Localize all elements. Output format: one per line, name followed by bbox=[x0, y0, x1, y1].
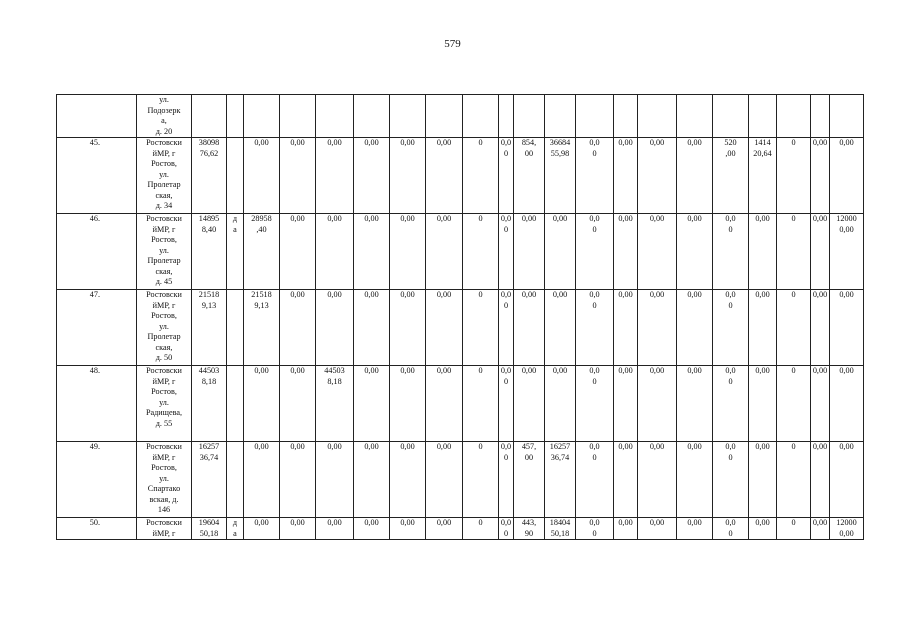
table-cell: 0,00 bbox=[280, 518, 316, 540]
table-cell: 0,00 bbox=[677, 214, 713, 290]
table-cell: 0,00 bbox=[614, 214, 638, 290]
table-cell: 854, 00 bbox=[514, 138, 545, 214]
table-cell: 0,0 0 bbox=[576, 518, 614, 540]
table-cell: 0,00 bbox=[811, 366, 830, 442]
table-cell bbox=[227, 366, 244, 442]
table-cell: 0,0 0 bbox=[713, 366, 749, 442]
table-cell: 0,00 bbox=[426, 290, 463, 366]
table-cell: 0 bbox=[463, 366, 499, 442]
table-cell: 0,0 0 bbox=[713, 442, 749, 518]
table-cell: 0,00 bbox=[811, 442, 830, 518]
table-cell: 0,00 bbox=[830, 290, 864, 366]
table-cell: 0,00 bbox=[830, 366, 864, 442]
row-number-cell: 47. bbox=[57, 290, 137, 366]
table-cell: 0 bbox=[463, 518, 499, 540]
table-row bbox=[57, 442, 864, 518]
address-cell: ул. Подозерк а, д. 20 bbox=[137, 95, 192, 138]
table-cell: 0,00 bbox=[354, 138, 390, 214]
table-cell: 38098 76,62 bbox=[192, 138, 227, 214]
table-cell bbox=[463, 95, 499, 138]
table-cell: 0,00 bbox=[545, 214, 576, 290]
table-cell bbox=[354, 95, 390, 138]
table-cell: 0,00 bbox=[677, 138, 713, 214]
table-cell: 0,00 bbox=[749, 442, 777, 518]
table-cell: 0 bbox=[777, 214, 811, 290]
table-cell bbox=[499, 95, 514, 138]
table-cell: 21518 9,13 bbox=[192, 290, 227, 366]
table-cell bbox=[192, 95, 227, 138]
table-cell: 0,00 bbox=[280, 442, 316, 518]
row-number-cell: 49. bbox=[57, 442, 137, 518]
table-cell: 0,00 bbox=[316, 290, 354, 366]
table-cell: 0,00 bbox=[614, 442, 638, 518]
table-cell: 520 ,00 bbox=[713, 138, 749, 214]
table-cell bbox=[227, 442, 244, 518]
table-cell: 0,00 bbox=[280, 290, 316, 366]
table-cell: 0 bbox=[463, 442, 499, 518]
table-cell: 0,00 bbox=[749, 366, 777, 442]
table-cell: 457, 00 bbox=[514, 442, 545, 518]
table-cell: 0,0 0 bbox=[713, 214, 749, 290]
table-cell: 0,00 bbox=[426, 214, 463, 290]
table-cell: д а bbox=[227, 214, 244, 290]
table-cell: 0,00 bbox=[749, 518, 777, 540]
table-cell: 0,0 0 bbox=[576, 214, 614, 290]
table-cell: 443, 90 bbox=[514, 518, 545, 540]
table-cell: 21518 9,13 bbox=[244, 290, 280, 366]
data-table bbox=[56, 94, 864, 540]
table-cell: 0,00 bbox=[354, 214, 390, 290]
table-cell: 0,0 0 bbox=[576, 290, 614, 366]
table-cell: 0,00 bbox=[811, 290, 830, 366]
table-row bbox=[57, 366, 864, 442]
row-number-cell: 48. bbox=[57, 366, 137, 442]
address-cell: Ростовски йМР, г Ростов, ул. Радищева, д. 55 bbox=[137, 366, 192, 442]
table-cell: 0,00 bbox=[614, 366, 638, 442]
table-cell: 0,00 bbox=[499, 290, 514, 366]
table-cell bbox=[638, 95, 677, 138]
table-cell: 0,0 0 bbox=[713, 290, 749, 366]
table-cell: 0,00 bbox=[390, 290, 426, 366]
table-cell: 0,00 bbox=[354, 442, 390, 518]
address-cell: Ростовски йМР, г Ростов, ул. Пролетар ская, д. 50 bbox=[137, 290, 192, 366]
table-cell: 0,00 bbox=[390, 214, 426, 290]
table-cell: 1414 20,64 bbox=[749, 138, 777, 214]
table-cell: 0 bbox=[777, 290, 811, 366]
table-cell: 0,00 bbox=[316, 518, 354, 540]
table-cell: 0,00 bbox=[614, 290, 638, 366]
table-cell: 36684 55,98 bbox=[545, 138, 576, 214]
table-cell: 0,00 bbox=[316, 214, 354, 290]
table-cell: 0,00 bbox=[354, 366, 390, 442]
table-cell: 0,00 bbox=[354, 290, 390, 366]
table-cell bbox=[514, 95, 545, 138]
table-cell: 0,00 bbox=[426, 518, 463, 540]
table-cell bbox=[830, 95, 864, 138]
table-cell: 0,00 bbox=[244, 518, 280, 540]
table-cell: 0,00 bbox=[545, 290, 576, 366]
table-cell: 0,00 bbox=[514, 214, 545, 290]
table-cell: 12000 0,00 bbox=[830, 214, 864, 290]
address-cell: Ростовски йМР, г bbox=[137, 518, 192, 540]
table-cell: 19604 50,18 bbox=[192, 518, 227, 540]
table-cell: 0,00 bbox=[244, 366, 280, 442]
table-cell: 0,00 bbox=[830, 138, 864, 214]
table-cell: 0 bbox=[777, 366, 811, 442]
table-cell: 0,00 bbox=[280, 214, 316, 290]
table-cell: 0,0 0 bbox=[576, 366, 614, 442]
table-cell: 0,00 bbox=[244, 138, 280, 214]
table-cell: 0,00 bbox=[811, 214, 830, 290]
table-cell bbox=[677, 95, 713, 138]
table-cell: 0,00 bbox=[514, 366, 545, 442]
table-cell bbox=[576, 95, 614, 138]
table-cell: 0,00 bbox=[514, 290, 545, 366]
table-cell: 0 bbox=[777, 138, 811, 214]
table-cell: 0,00 bbox=[677, 366, 713, 442]
table-cell bbox=[244, 95, 280, 138]
table-cell: 16257 36,74 bbox=[192, 442, 227, 518]
row-number-cell bbox=[57, 95, 137, 138]
table-cell: 0,00 bbox=[749, 214, 777, 290]
table-cell: 0,00 bbox=[280, 138, 316, 214]
table-cell: 0,00 bbox=[499, 138, 514, 214]
table-cell bbox=[280, 95, 316, 138]
table-cell: 12000 0,00 bbox=[830, 518, 864, 540]
table-cell: 0,00 bbox=[426, 442, 463, 518]
table-cell: 0,00 bbox=[390, 518, 426, 540]
table-cell: 0,00 bbox=[614, 518, 638, 540]
table-cell: 0,00 bbox=[316, 442, 354, 518]
row-number-cell: 46. bbox=[57, 214, 137, 290]
table-cell: 0,00 bbox=[390, 366, 426, 442]
table-cell bbox=[811, 95, 830, 138]
table-cell: 0,00 bbox=[749, 290, 777, 366]
table-row bbox=[57, 95, 864, 138]
table-cell: 0,00 bbox=[811, 518, 830, 540]
table-row bbox=[57, 290, 864, 366]
table-cell: 0,0 0 bbox=[576, 442, 614, 518]
address-cell: Ростовски йМР, г Ростов, ул. Спартако вская, д. 146 bbox=[137, 442, 192, 518]
table-cell: 0,00 bbox=[677, 518, 713, 540]
table-cell bbox=[614, 95, 638, 138]
table-cell: 44503 8,18 bbox=[316, 366, 354, 442]
address-cell: Ростовски йМР, г Ростов, ул. Пролетар ская, д. 45 bbox=[137, 214, 192, 290]
table-cell bbox=[426, 95, 463, 138]
table-cell: 0,00 bbox=[426, 366, 463, 442]
table-row bbox=[57, 518, 864, 540]
table-cell: 0,0 0 bbox=[713, 518, 749, 540]
table-cell bbox=[713, 95, 749, 138]
table-cell bbox=[227, 290, 244, 366]
table-cell: 0 bbox=[777, 442, 811, 518]
table-cell: 0 bbox=[463, 290, 499, 366]
table-cell bbox=[227, 95, 244, 138]
table-cell: 0,00 bbox=[316, 138, 354, 214]
table-cell: 28958 ,40 bbox=[244, 214, 280, 290]
table-cell: 0,00 bbox=[499, 518, 514, 540]
table-cell: 0,00 bbox=[244, 442, 280, 518]
table-cell: 14895 8,40 bbox=[192, 214, 227, 290]
table-cell: 0,00 bbox=[638, 138, 677, 214]
page-number: 579 bbox=[444, 38, 461, 50]
table-cell: 0,00 bbox=[830, 442, 864, 518]
table-cell: 0,00 bbox=[499, 214, 514, 290]
table-cell: 44503 8,18 bbox=[192, 366, 227, 442]
table-cell: 0,00 bbox=[638, 214, 677, 290]
table-cell: 0,00 bbox=[638, 442, 677, 518]
table-cell: 0,00 bbox=[614, 138, 638, 214]
table-cell: 0,00 bbox=[545, 366, 576, 442]
table-cell: 0,00 bbox=[499, 366, 514, 442]
table-cell: 0 bbox=[463, 214, 499, 290]
table-cell: 0,00 bbox=[677, 290, 713, 366]
table-cell: 0 bbox=[777, 518, 811, 540]
table-cell: 0,00 bbox=[811, 138, 830, 214]
table-cell: 0,00 bbox=[354, 518, 390, 540]
table-cell: 0,00 bbox=[677, 442, 713, 518]
row-number-cell: 50. bbox=[57, 518, 137, 540]
table-cell: 0,00 bbox=[426, 138, 463, 214]
table-cell: 16257 36,74 bbox=[545, 442, 576, 518]
table-cell: 0,00 bbox=[499, 442, 514, 518]
table-cell: 0,0 0 bbox=[576, 138, 614, 214]
table-cell bbox=[545, 95, 576, 138]
table-cell bbox=[316, 95, 354, 138]
address-cell: Ростовски йМР, г Ростов, ул. Пролетар ская, д. 34 bbox=[137, 138, 192, 214]
table-cell bbox=[227, 138, 244, 214]
table-cell: 0,00 bbox=[638, 518, 677, 540]
table-cell: 0 bbox=[463, 138, 499, 214]
table-cell: 0,00 bbox=[390, 442, 426, 518]
table-cell: д а bbox=[227, 518, 244, 540]
table-cell: 0,00 bbox=[390, 138, 426, 214]
table-cell: 0,00 bbox=[638, 290, 677, 366]
table-cell bbox=[777, 95, 811, 138]
table-row bbox=[57, 138, 864, 214]
table-row bbox=[57, 214, 864, 290]
table-cell: 18404 50,18 bbox=[545, 518, 576, 540]
row-number-cell: 45. bbox=[57, 138, 137, 214]
table-cell bbox=[390, 95, 426, 138]
table-cell: 0,00 bbox=[638, 366, 677, 442]
table-cell bbox=[749, 95, 777, 138]
table-cell: 0,00 bbox=[280, 366, 316, 442]
